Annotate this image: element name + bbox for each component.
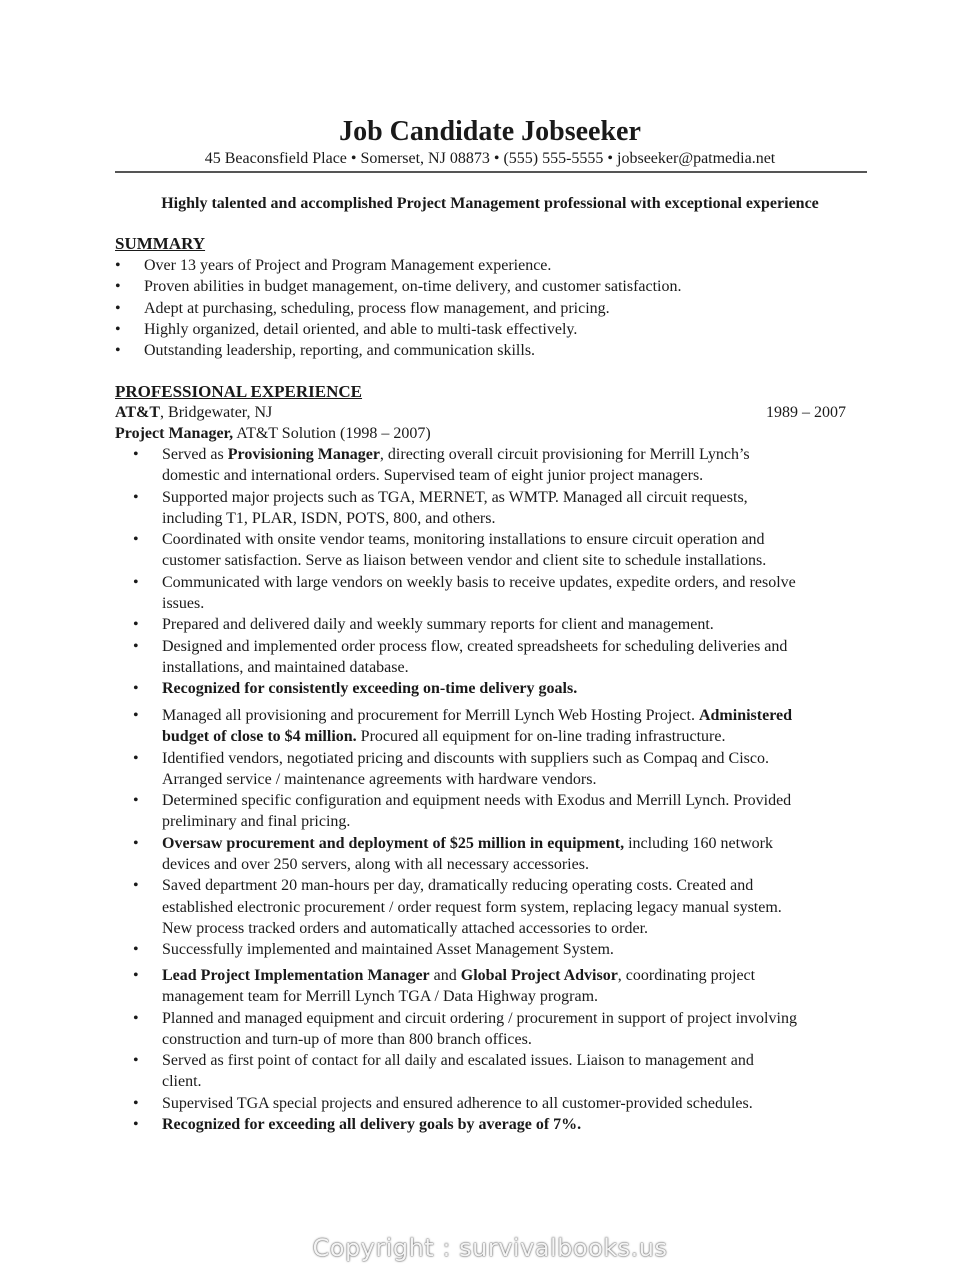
bullet-icon: • [133, 967, 139, 984]
bullet-icon: • [133, 637, 139, 655]
list-item: • Managed all provisioning and procurement for Merrill Lynch Web Hosting Project. Administered budget of close to $4 million. Procured all equipment for on-line trading infrastructure. [133, 707, 793, 746]
list-item: • Saved department 20 man-hours per day, dramatically reducing operating costs. Created and established electronic procurement / order request form system, replacing legacy manual system. New process tracked orders and automatically attached accessories to order. [133, 877, 782, 937]
list-item: • Oversaw procurement and deployment of $25 million in equipment, including 160 network devices and over 250 servers, along with all necessary accessories. [133, 834, 773, 874]
list-item: • Recognized for exceeding all delivery goals by average of 7%. [133, 1114, 873, 1135]
bullet-icon: • [133, 707, 139, 724]
list-item: • Planned and managed equipment and circuit ordering / procurement in support of project involving construction and turn-up of more than 800 branch offices. [133, 1009, 797, 1048]
list-item: • Highly organized, detail oriented, and able to multi-task effectively. [115, 319, 875, 340]
list-item: • Designed and implemented order process flow, created spreadsheets for scheduling deliveries and installations, and maintained database. [133, 637, 788, 676]
list-item: • Successfully implemented and maintained Asset Management System. [133, 939, 873, 960]
bullet-icon: • [133, 1094, 139, 1112]
bullet-icon: • [133, 749, 139, 767]
list-item: • Supported major projects such as TGA, MERNET, as WMTP. Managed all circuit requests, including T1, PLAR, ISDN, POTS, 800, and others. [133, 488, 748, 527]
bullet-icon: • [115, 342, 121, 360]
employer-location: , Bridgewater, NJ [160, 404, 273, 421]
bullet-icon: • [133, 792, 139, 810]
bullet-icon: • [133, 616, 139, 634]
list-item: • Determined specific configuration and equipment needs with Exodus and Merrill Lynch. Provided preliminary and final pricing. [133, 792, 792, 831]
list-item: • Supervised TGA special projects and ensured adherence to all customer-provided schedules. [133, 1093, 873, 1114]
list-item: • Over 13 years of Project and Program Management experience. [115, 255, 875, 276]
bullet-icon: • [115, 278, 121, 296]
experience-bullets-group-1 [133, 444, 873, 700]
copyright-watermark: Copyright : survivalbooks.us [312, 1234, 668, 1262]
employment-dates: 1989 – 2007 [766, 404, 846, 421]
bullet-icon: • [133, 1116, 139, 1134]
summary-list [115, 255, 875, 361]
bullet-icon: • [115, 299, 121, 317]
summary-heading: SUMMARY [115, 234, 206, 253]
tagline: Highly talented and accomplished Project Management professional with exceptional experience [161, 195, 819, 212]
bullet-icon: • [133, 531, 139, 549]
list-item: • Adept at purchasing, scheduling, process flow management, and pricing. [115, 298, 875, 319]
list-item: • Communicated with large vendors on weekly basis to receive updates, expedite orders, and resolve issues. [133, 573, 796, 613]
bullet-icon: • [133, 834, 139, 852]
list-item: • Outstanding leadership, reporting, and communication skills. [115, 340, 875, 361]
list-item: • Served as first point of contact for all daily and escalated issues. Liaison to management and client. [133, 1052, 754, 1091]
bullet-icon: • [115, 257, 121, 274]
list-item: • Served as Provisioning Manager, directing overall circuit provisioning for Merrill Lynch’s domestic and international orders. Supervised team of eight junior project managers. [133, 446, 750, 485]
bullet-icon: • [133, 573, 139, 591]
experience-heading: PROFESSIONAL EXPERIENCE [115, 382, 363, 401]
role-detail: AT&T Solution (1998 – 2007) [233, 425, 431, 442]
list-item: • Identified vendors, negotiated pricing and discounts with suppliers such as Compaq and Cisco. Arranged service / maintenance agreements with hardware vendors. [133, 749, 769, 788]
bullet-icon: • [115, 320, 121, 338]
bullet-icon: • [133, 1052, 139, 1070]
list-item: • Lead Project Implementation Manager and Global Project Advisor, coordinating project management team for Merrill Lynch TGA / Data Highway program. [133, 967, 756, 1006]
bullet-icon: • [133, 446, 139, 463]
role-line [115, 423, 431, 445]
bullet-icon: • [133, 877, 139, 895]
bullet-icon: • [133, 941, 139, 959]
header-divider [115, 171, 867, 173]
experience-bullets-group-2 [133, 705, 873, 961]
list-item: • Coordinated with onsite vendor teams, monitoring installations to ensure circuit operation and customer satisfaction. Serve as liaison between vendor and client site to schedule installations. [133, 531, 767, 570]
employer-name: AT&T [115, 404, 161, 421]
bullet-icon: • [133, 680, 139, 698]
experience-bullets-group-3 [133, 965, 873, 1135]
bullet-icon: • [133, 1009, 139, 1027]
list-item: • Prepared and delivered daily and weekly summary reports for client and management. [133, 614, 873, 635]
contact-line: 45 Beaconsfield Place • Somerset, NJ 08873 • (555) 555-5555 • jobseeker@patmedia.net [204, 150, 776, 167]
list-item: • Proven abilities in budget management, on-time delivery, and customer satisfaction. [115, 276, 875, 297]
role-title: Project Manager, [115, 425, 234, 442]
bullet-icon: • [133, 488, 139, 506]
employer-line [115, 402, 272, 424]
candidate-name: Job Candidate Jobseeker [339, 116, 641, 147]
list-item: • Recognized for consistently exceeding on-time delivery goals. [133, 678, 873, 699]
